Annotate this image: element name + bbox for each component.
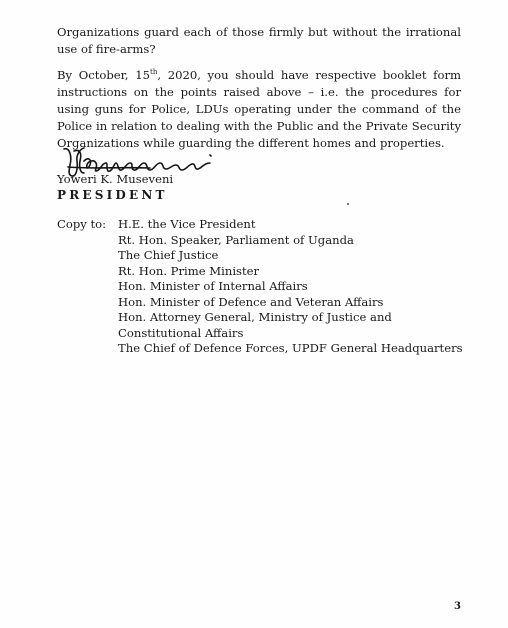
signer-name: Yoweri K. Museveni: [57, 172, 174, 186]
paragraph-text-start: By October, 15: [57, 68, 151, 82]
copy-recipient: Constitutional Affairs: [118, 325, 244, 340]
signer-title: PRESIDENT: [57, 188, 168, 202]
copy-recipient: Rt. Hon. Prime Minister: [118, 263, 260, 278]
copy-recipient-list: [118, 217, 463, 357]
copy-recipient: H.E. the Vice President: [118, 217, 256, 231]
copy-recipient: The Chief of Defence Forces, UPDF General Headquarters: [118, 341, 463, 355]
ordinal-suffix: th: [150, 68, 158, 77]
page-number: 3: [454, 601, 461, 612]
copy-recipient: Hon. Minister of Internal Affairs: [118, 279, 308, 293]
paragraph-booklet-instructions: [57, 67, 461, 152]
copy-recipient: Hon. Minister of Defence and Veteran Affairs: [118, 294, 384, 309]
copy-recipient: Rt. Hon. Speaker, Parliament of Uganda: [118, 232, 354, 247]
paragraph-text-rest: , 2020, you should have respective booklet form instructions on the points raised above – i.e. the procedures for using guns for Police, LDUs operating under the command of the Police in relation to dealing with the Public and the Private Security Organizations while guarding the different homes and properties.: [57, 68, 461, 150]
copy-to-label: Copy to:: [57, 217, 107, 231]
copy-recipient: The Chief Justice: [118, 248, 219, 262]
scan-speck: [347, 203, 349, 205]
copy-recipient: Hon. Attorney General, Ministry of Justice and: [118, 310, 392, 324]
paragraph-guard-organizations: Organizations guard each of those firmly but without the irrational use of fire-arms?: [57, 25, 461, 56]
